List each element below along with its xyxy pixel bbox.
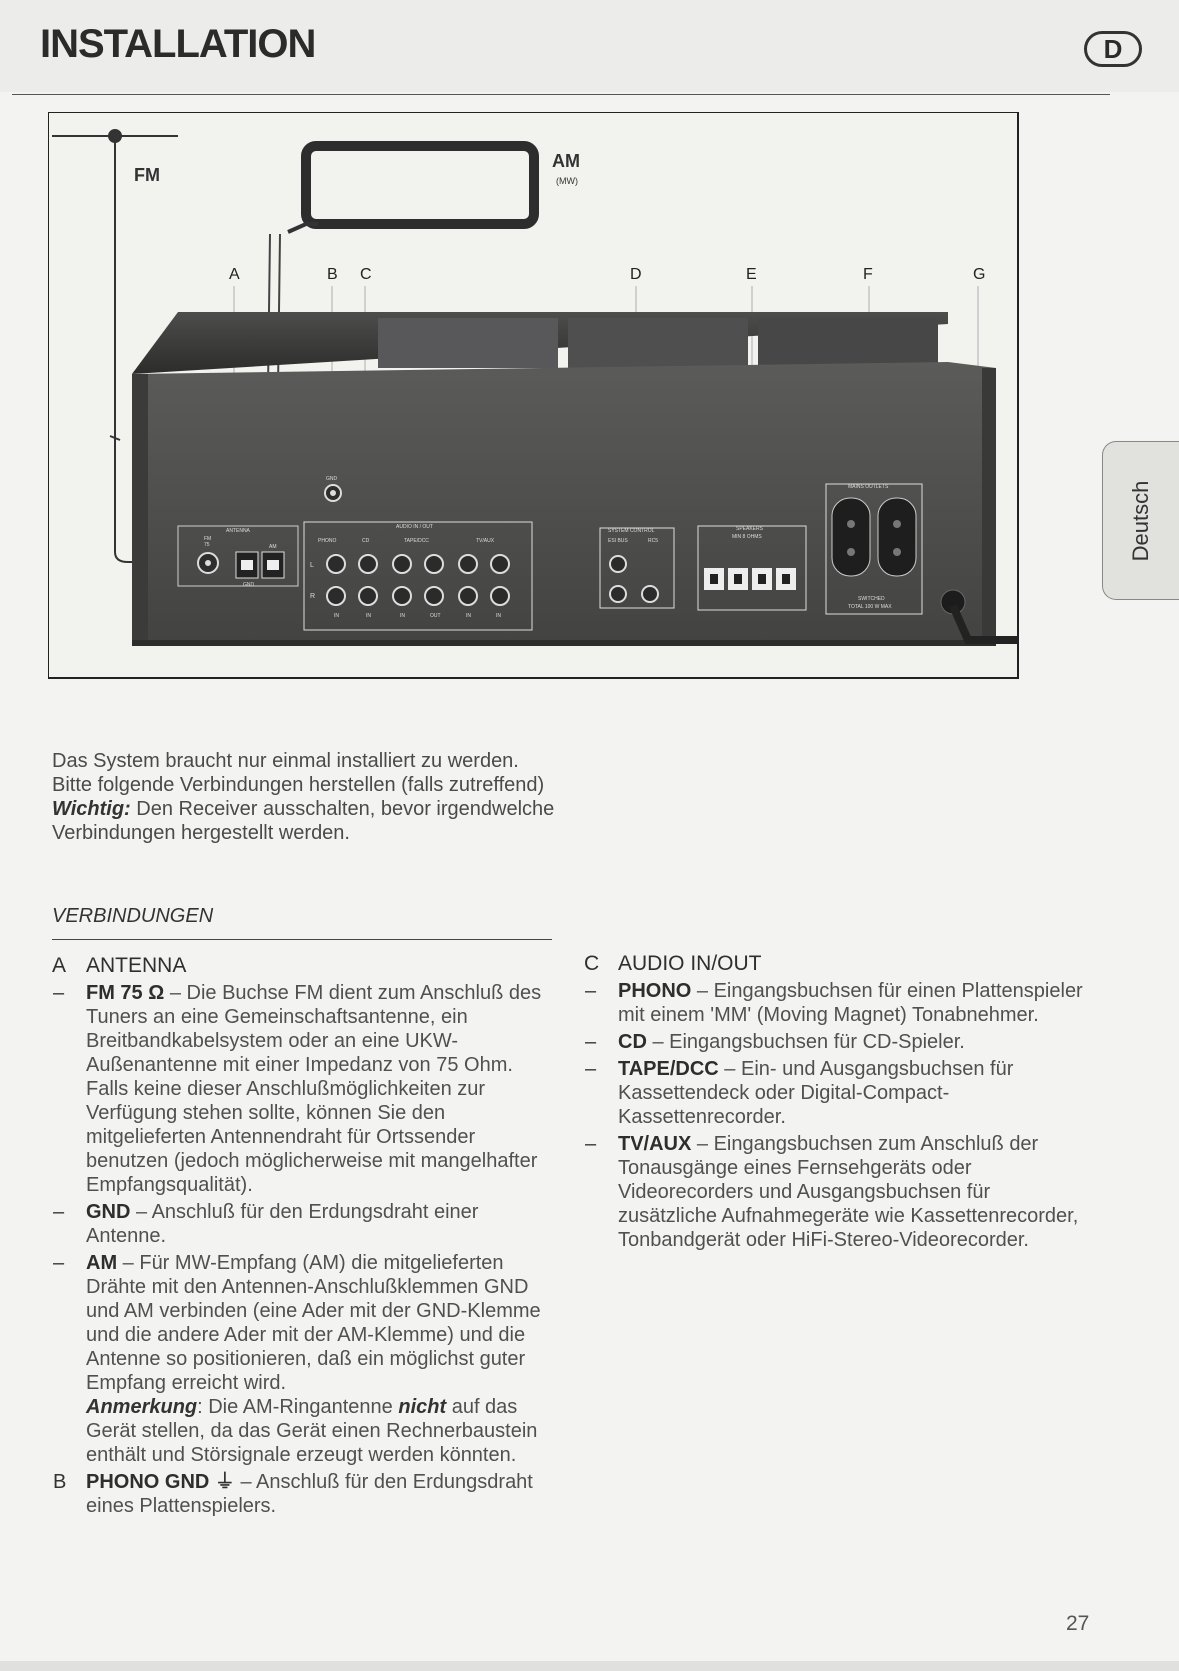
intro-paragraph-1: Das System braucht nur einmal installiert zu werden. — [52, 750, 519, 772]
intro-paragraph-2: Bitte folgende Verbindungen herstellen (falls zutreffend) — [52, 774, 545, 796]
cd-item: – CD – Eingangsbuchsen für CD-Spieler. — [585, 1031, 965, 1053]
section-divider — [52, 939, 552, 940]
callout-g: G — [973, 266, 986, 283]
am-item: – AM – Für MW-Empfang (AM) die mitgelieferten Drähte mit den Antennen-Anschlußklemmen GND und AM verbinden (eine Ader mit der GND-Klemme und die andere Ader mit der AM-Klemme) und die Antenne so positionieren, daß ein möglichst guter Empfang erreicht wird. Anmerkung: Die AM-Ringantenne nicht auf das Gerät stellen, da das Gerät einen Rechnerbaustein enthält und Störsignale erzeugt werden könnten. — [53, 1252, 541, 1466]
gnd-item: – GND – Anschluß für den Erdungsdraht einer Antenne. — [53, 1201, 479, 1247]
callout-c: C — [360, 266, 372, 283]
channel-left-label: L — [310, 562, 314, 569]
note-emphasis: nicht — [398, 1396, 447, 1418]
right-column — [584, 952, 1084, 1255]
language-badge-letter: D — [1103, 34, 1123, 64]
page-number: 27 — [1066, 1612, 1090, 1635]
section-c-letter: C — [584, 952, 600, 975]
tape-dcc-term: TAPE/DCC — [618, 1058, 719, 1080]
phono-gnd-item — [52, 1470, 552, 1518]
fm-term: FM 75 Ω — [86, 982, 165, 1004]
section-c-title: AUDIO IN/OUT — [618, 952, 762, 975]
jack-in-label-2: IN — [366, 613, 371, 619]
audio-in-out-label: AUDIO IN / OUT — [396, 524, 433, 530]
tv-aux-jack-label: TV/AUX — [476, 538, 495, 544]
callout-d: D — [630, 266, 642, 283]
section-a-letter: A — [52, 954, 67, 977]
cd-description: – Eingangsbuchsen für CD-Spieler. — [646, 1031, 965, 1053]
callout-b: B — [327, 266, 338, 283]
page-title: INSTALLATION — [40, 22, 316, 66]
callout-e: E — [746, 266, 757, 283]
total-power-label: TOTAL 100 W MAX — [848, 604, 892, 610]
fm-ohm-label: 75 — [204, 542, 210, 548]
gnd-description: – Anschluß für den Erdungsdraht einer Antenne. — [86, 1201, 479, 1247]
note-text: auf das Gerät stellen, da das Gerät einen Rechnerbaustein enthält und Störsignale erzeugt werden könnten. — [86, 1396, 538, 1466]
section-b-letter: B — [53, 1471, 67, 1493]
fm-description-2: Falls keine dieser Anschlußmöglichkeiten zur Verfügung stehen sollte, können Sie den mitgelieferten Antennendraht für Ortssender benutzen (jedoch möglicherweise mit mangelhafter Empfangsqualität). — [86, 1078, 538, 1196]
cd-term: CD — [618, 1031, 647, 1053]
intro-important-label: Wichtig: — [52, 798, 131, 820]
phono-gnd-label: GND — [326, 476, 338, 482]
am-terminal-label: AM — [269, 544, 277, 550]
esi-bus-label: ESI BUS — [608, 538, 628, 544]
callout-f: F — [863, 266, 873, 283]
jack-in-label-1: IN — [334, 613, 339, 619]
system-control-label: SYSTEM CONTROL — [608, 528, 655, 534]
am-antenna-label: AM — [552, 151, 580, 171]
fm-description: – Die Buchse FM dient zum Anschluß des Tuners an eine Gemeinschaftsantenne, ein Breitbandkabelsystem oder an eine UKW-Außenantenne mit einer Impedanz von 75 Ohm. — [86, 982, 542, 1076]
intro-important-text: Den Receiver ausschalten, bevor irgendwelche Verbindungen hergestellt werden. — [52, 798, 555, 844]
tape-dcc-item: – TAPE/DCC – Ein- und Ausgangsbuchsen für Kassettendeck oder Digital-Compact-Kassettenrecorder. — [585, 1058, 1014, 1128]
jack-in-label-5: IN — [496, 613, 501, 619]
am-term: AM — [86, 1252, 118, 1274]
gnd-terminal-label: GND — [243, 582, 255, 588]
tape-dcc-description: – Ein- und Ausgangsbuchsen für Kassettendeck oder Digital-Compact-Kassettenrecorder. — [618, 1058, 1014, 1128]
language-side-tab-label: Deutsch — [1128, 480, 1153, 561]
channel-right-label: R — [310, 593, 316, 600]
fm-item: – FM 75 Ω – Die Buchse FM dient zum Anschluß des Tuners an eine Gemeinschaftsantenne, ein Breitbandkabelsystem oder an eine UKW-Außenantenne mit einer Impedanz von 75 Ohm. Falls keine dieser Anschlußmöglichkeiten zur Verfügung stehen sollte, können Sie den mitgelieferten Antennendraht für Ortssender benutzen (jedoch möglicherweise mit mangelhafter Empfangsqualität). — [52, 981, 552, 1197]
cd-jack-label: CD — [362, 538, 370, 544]
tv-aux-term: TV/AUX — [618, 1133, 692, 1155]
section-a-title: ANTENNA — [86, 954, 187, 977]
switched-label: SWITCHED — [858, 596, 885, 602]
jack-out-label: OUT — [430, 613, 441, 619]
jack-in-label-3: IN — [400, 613, 405, 619]
intro-text — [52, 749, 572, 845]
header-divider — [12, 94, 1110, 95]
page-header — [0, 0, 1179, 92]
tv-aux-item: – TV/AUX – Eingangsbuchsen zum Anschluß der Tonausgänge eines Fernsehgeräts oder Videorecorders und Ausgangsbuchsen für zusätzliche Aufnahmegeräte wie Kassettenrecorder, Tonbandgerät oder HiFi-Stereo-Videorecorder. — [585, 1133, 1079, 1251]
rc5-label: RC5 — [648, 538, 659, 544]
section-heading: VERBINDUNGEN — [52, 905, 214, 927]
phono-term: PHONO — [618, 980, 692, 1002]
receiver-rear-panel-figure — [48, 112, 1020, 680]
note-label: Anmerkung — [86, 1396, 198, 1418]
phono-gnd-description: – Anschluß für den Erdungsdraht eines Plattenspielers. — [86, 1471, 533, 1517]
phono-description: – Eingangsbuchsen für einen Plattenspieler mit einem 'MM' (Moving Magnet) Tonabnehmer. — [618, 980, 1083, 1026]
fm-antenna-label: FM — [134, 165, 160, 185]
phono-gnd-term: PHONO GND ⏚ — [86, 1471, 235, 1493]
gnd-term: GND — [86, 1201, 131, 1223]
language-side-tab — [1102, 441, 1179, 600]
intro-paragraph-3 — [52, 797, 572, 845]
speakers-min-label: MIN 8 OHMS — [732, 534, 762, 540]
page-bottom-edge — [0, 1661, 1179, 1671]
mains-outlets-label: MAINS OUTLETS — [848, 484, 889, 490]
speakers-label: SPEAKERS — [736, 526, 763, 532]
jack-in-label-4: IN — [466, 613, 471, 619]
section-a-heading — [52, 954, 552, 978]
am-description: – Für MW-Empfang (AM) die mitgelieferten Drähte mit den Antennen-Anschlußklemmen GND und AM verbinden (eine Ader mit der GND-Klemme und die andere Ader mit der AM-Klemme) und die Antenne so positionieren, daß ein möglichst guter Empfang erreicht wird. — [86, 1252, 541, 1394]
antenna-panel-label: ANTENNA — [226, 528, 250, 534]
phono-item: – PHONO – Eingangsbuchsen für einen Plattenspieler mit einem 'MM' (Moving Magnet) Tonabnehmer. — [585, 980, 1083, 1026]
tape-dcc-jack-label: TAPE/DCC — [404, 538, 429, 544]
am-antenna-sub-label: (MW) — [556, 176, 578, 186]
language-badge — [1084, 31, 1142, 67]
section-c-heading — [584, 952, 1084, 976]
callout-a: A — [229, 266, 240, 283]
left-column — [52, 954, 552, 1521]
phono-jack-label: PHONO — [318, 538, 337, 544]
note-lead: : Die AM-Ringantenne — [197, 1396, 399, 1418]
fm-jack-label: FM — [204, 536, 212, 542]
tv-aux-description: – Eingangsbuchsen zum Anschluß der Tonausgänge eines Fernsehgeräts oder Videorecorders und Ausgangsbuchsen für zusätzliche Aufnahmegeräte wie Kassettenrecorder, Tonbandgerät oder HiFi-Stereo-Videorecorder. — [618, 1133, 1079, 1251]
